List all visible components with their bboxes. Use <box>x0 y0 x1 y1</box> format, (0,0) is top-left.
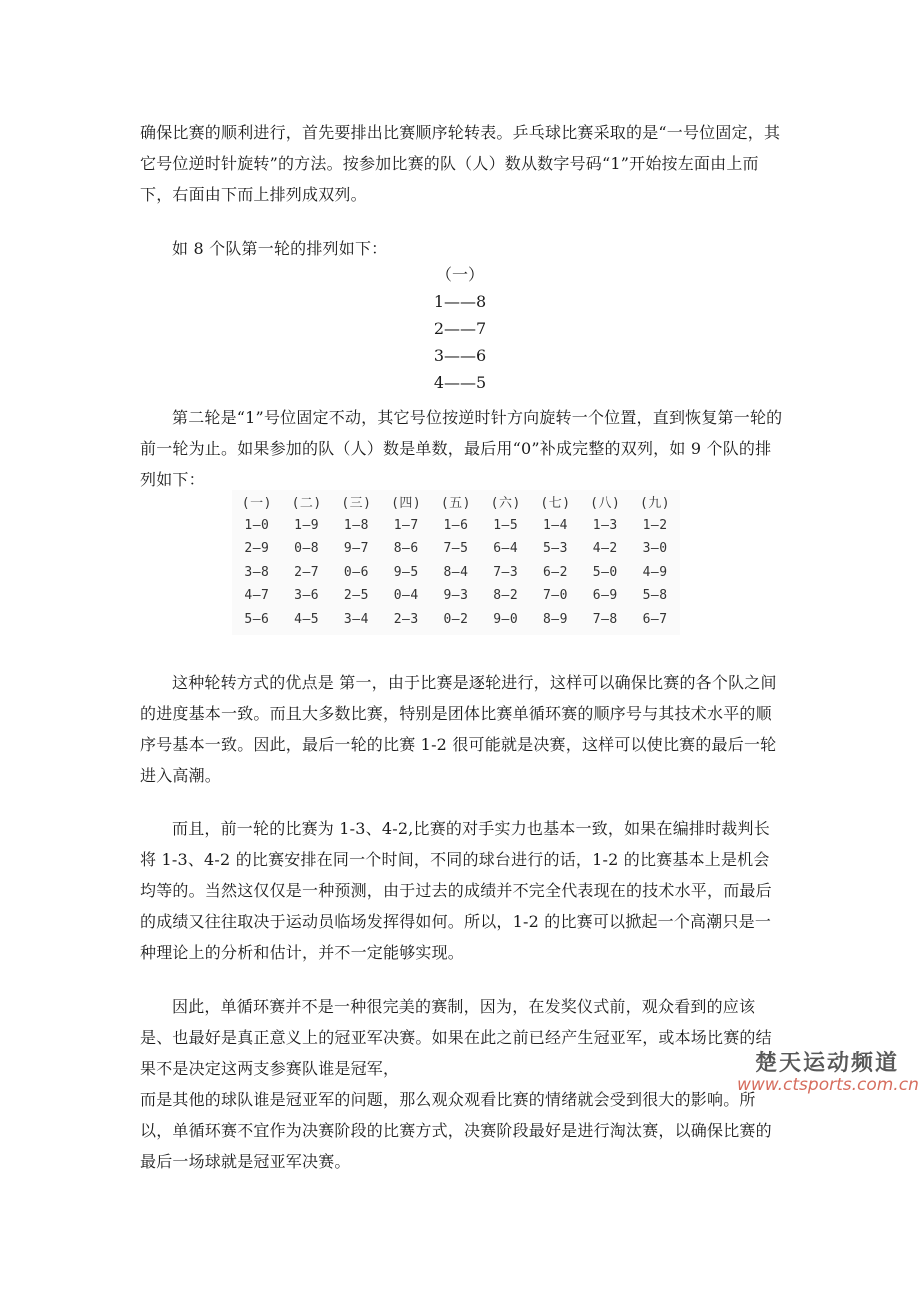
pairing-cell: 0—4 <box>393 588 419 604</box>
pairing-cell: 8—9 <box>542 611 568 627</box>
pairing-cell: 1—7 <box>393 517 419 533</box>
pairing-cell: 1—0 <box>244 517 270 533</box>
table-row <box>232 537 680 561</box>
moreover-paragraph: 而且，前一轮的比赛为 1-3、4-2,比赛的对手实力也基本一致，如果在编排时裁判长将 1-3、4-2 的比赛安排在同一个时间，不同的球台进行的话，1-2 的比赛基本上是机会均等的。当然这仅仅是一种预测，由于过去的成绩并不完全代表现在的技术水平，而最后的成绩又往往取决于运动员临场发挥得如何。所以，1-2 的比赛可以掀起一个高潮只是一种理论上的分析和估计，并不一定能够实现。 <box>140 819 772 962</box>
pairing-cell: 0—6 <box>343 564 369 580</box>
table-row <box>232 561 680 585</box>
pair-3: 3——6 <box>433 346 487 365</box>
pairing-cell: 9—3 <box>443 588 469 604</box>
pairing-cell: 7—0 <box>542 588 568 604</box>
eight-teams-intro: 如 8 个队第一轮的排列如下： <box>172 239 388 258</box>
pairing-cell: 4—5 <box>294 611 320 627</box>
pairing-cell: 7—5 <box>443 541 469 557</box>
therefore-paragraph: 因此，单循环赛并不是一种很完美的赛制，因为，在发奖仪式前，观众看到的应该是、也最好是真正意义上的冠亚军决赛。如果在此之前已经产生冠亚军，或本场比赛的结果不是决定这两支参赛队谁是冠军， <box>140 997 772 1078</box>
pairing-cell: 2—9 <box>244 541 270 557</box>
second-round-paragraph: 第二轮是“1”号位固定不动，其它号位按逆时针方向旋转一个位置，直到恢复第一轮的前一轮为止。如果参加的队（人）数是单数，最后用“0”补成完整的双列，如 9 个队的排列如下： <box>140 408 783 489</box>
pair-2: 2——7 <box>433 319 487 338</box>
round-header: (五) <box>440 496 472 512</box>
pairing-cell: 3—6 <box>294 588 320 604</box>
pairing-cell: 9—7 <box>343 541 369 557</box>
round-header: (八) <box>590 496 621 512</box>
pairing-cell: 1—6 <box>443 517 469 533</box>
pairing-cell: 6—9 <box>592 588 618 604</box>
pairing-cell: 2—3 <box>393 611 419 627</box>
advantage-paragraph: 这种轮转方式的优点是 第一，由于比赛是逐轮进行，这样可以确保比赛的各个队之间的进度基本一致。而且大多数比赛，特别是团体比赛单循环赛的顺序号与其技术水平的顺序号基本一致。因此，最后一轮的比赛 1-2 很可能就是决赛，这样可以使比赛的最后一轮进入高潮。 <box>140 673 777 785</box>
pairing-cell: 5—3 <box>542 541 568 557</box>
pairing-cell: 8—6 <box>393 541 419 557</box>
table-header-row <box>232 490 680 514</box>
round-header: (二) <box>291 496 322 512</box>
table-row <box>232 608 680 632</box>
therefore-paragraph-continued: 而是其他的球队谁是冠亚军的问题，那么观众观看比赛的情绪就会受到很大的影响。所以，单循环赛不宜作为决赛阶段的比赛方式，决赛阶段最好是进行淘汰赛，以确保比赛的最后一场球就是冠亚军决赛。 <box>140 1090 772 1171</box>
pairing-cell: 7—3 <box>493 564 519 580</box>
round-header: (四) <box>391 496 422 512</box>
pair-1: 1——8 <box>433 292 487 311</box>
pair-4: 4——5 <box>433 373 487 392</box>
pairing-cell: 1—4 <box>542 517 568 533</box>
round-header: (一) <box>241 496 272 512</box>
pairing-cell: 1—9 <box>294 517 320 533</box>
pairing-cell: 5—0 <box>592 564 618 580</box>
table-row <box>232 584 680 608</box>
pairing-cell: 1—2 <box>642 517 668 533</box>
round-header: (七) <box>540 496 571 512</box>
pairing-cell: 0—8 <box>294 541 320 557</box>
pairing-cell: 4—7 <box>244 588 270 604</box>
pairing-cell: 3—0 <box>642 541 668 557</box>
pairing-cell: 6—2 <box>542 564 568 580</box>
pairing-cell: 4—2 <box>592 541 618 557</box>
watermark-url: www.ctsports.com.cn <box>737 1075 919 1095</box>
pairing-cell: 1—8 <box>343 517 369 533</box>
pairing-cell: 8—2 <box>493 588 519 604</box>
round-header: (六) <box>490 496 521 512</box>
pairing-cell: 5—8 <box>642 588 668 604</box>
round-header: (九) <box>639 496 671 512</box>
pairing-cell: 9—0 <box>493 611 519 627</box>
pairing-cell: 6—4 <box>493 541 519 557</box>
round-heading: （一） <box>435 265 484 284</box>
intro-paragraph: 确保比赛的顺利进行，首先要排出比赛顺序轮转表。乒乓球比赛采取的是“一号位固定，其它号位逆时针旋转”的方法。按参加比赛的队（人）数从数字号码“1”开始按左面由上而下，右面由下而上排列成双列。 <box>140 123 781 204</box>
pairing-cell: 7—8 <box>592 611 618 627</box>
pairing-cell: 1—3 <box>592 517 618 533</box>
pairing-cell: 6—7 <box>642 611 668 627</box>
pairing-cell: 0—2 <box>443 611 469 627</box>
watermark-name: 楚天运动频道 <box>754 1051 899 1076</box>
pairing-cell: 8—4 <box>443 564 469 580</box>
round-header: (三) <box>341 496 372 512</box>
table-row <box>232 514 680 538</box>
pairing-cell: 1—5 <box>493 517 519 533</box>
pairing-cell: 5—6 <box>244 611 270 627</box>
pairing-cell: 2—5 <box>343 588 369 604</box>
pairing-cell: 3—8 <box>244 564 270 580</box>
pairing-cell: 4—9 <box>642 564 668 580</box>
pairing-cell: 3—4 <box>343 611 369 627</box>
pairing-cell: 9—5 <box>393 564 419 580</box>
pairing-cell: 2—7 <box>294 564 320 580</box>
